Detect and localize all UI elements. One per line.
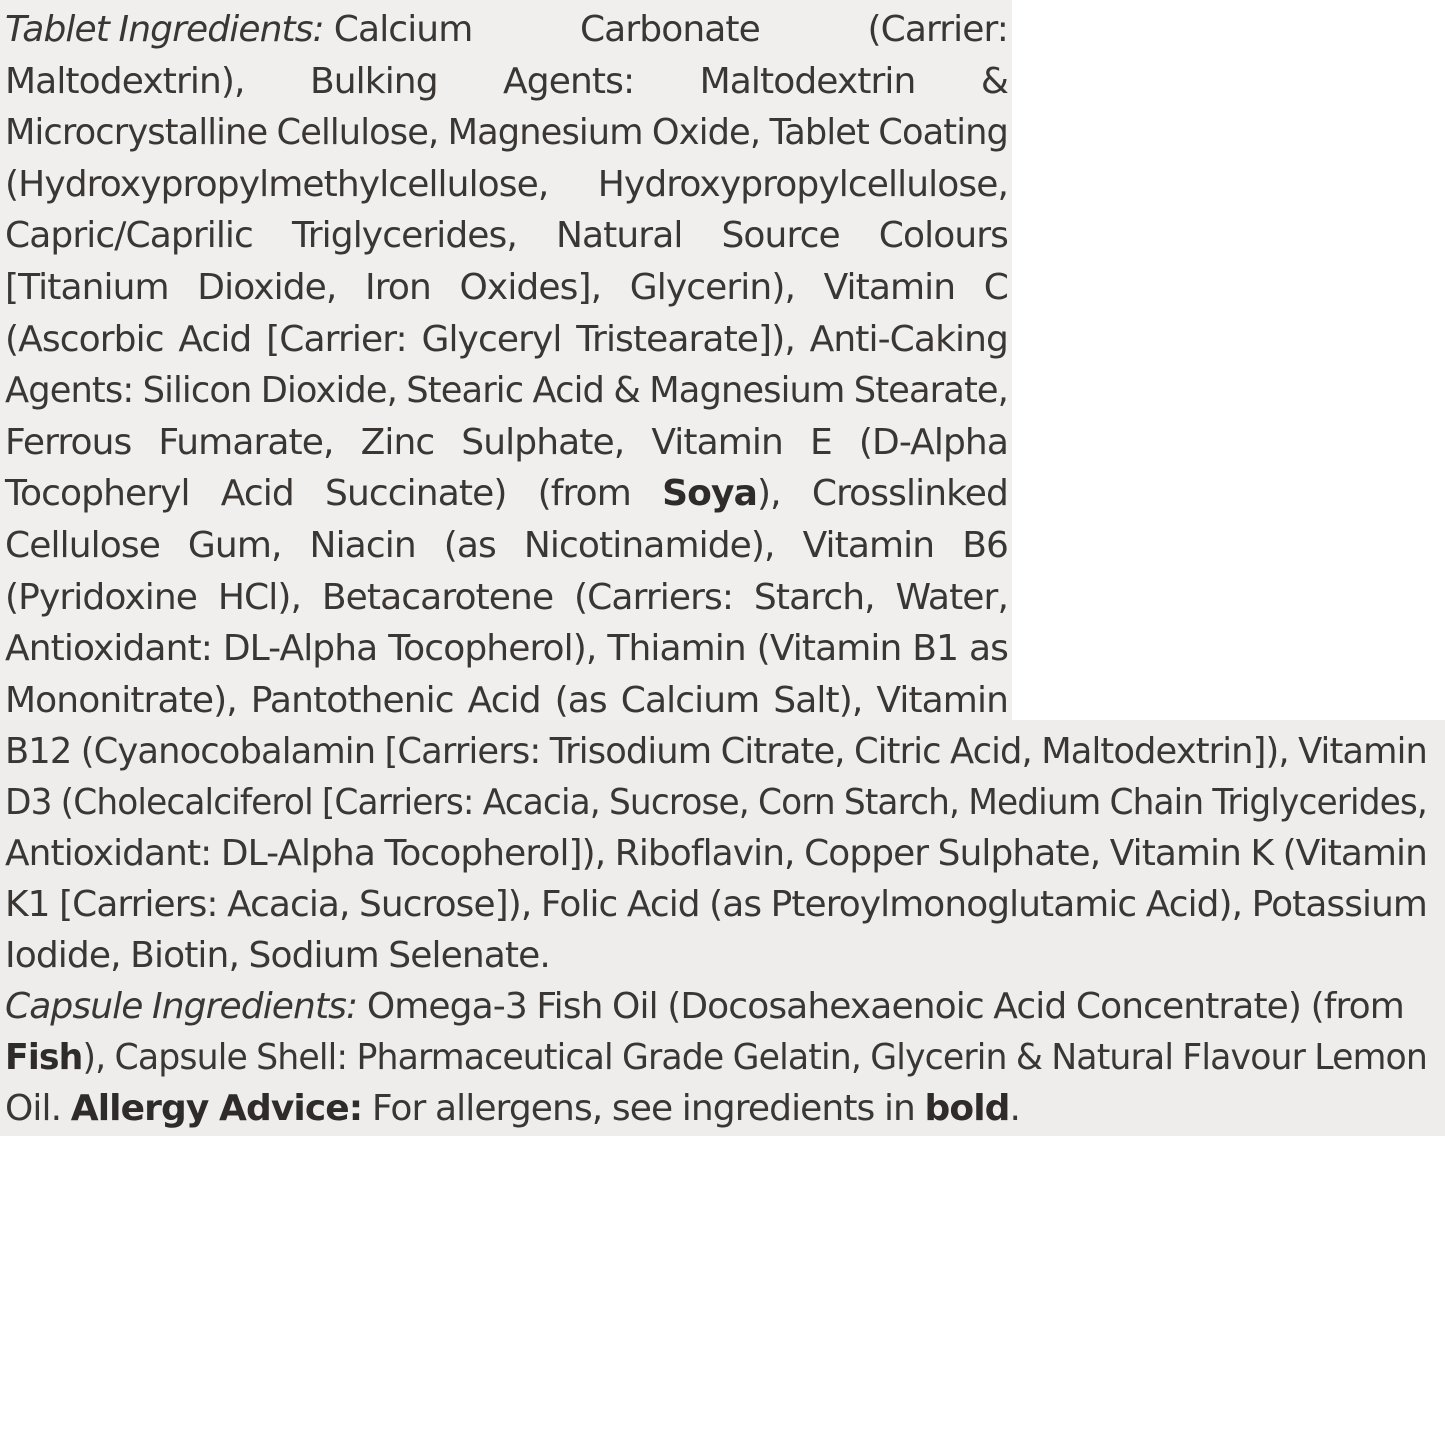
allergy-advice-label: Allergy Advice: bbox=[70, 1088, 363, 1129]
allergen-fish: Fish bbox=[5, 1037, 83, 1078]
ingredient-line-16: D3 (Cholecalciferol [Carriers: Acacia, Sucrose, Corn Starch, Medium Chain Triglycerides, bbox=[5, 782, 1427, 823]
ingredient-line-2: Maltodextrin), Bulking Agents: Maltodextrin & bbox=[5, 60, 1008, 102]
ingredient-line-13: Antioxidant: DL-Alpha Tocopherol), Thiamin (Vitamin B1 as bbox=[5, 628, 1008, 670]
ingredient-line-14: Mononitrate), Pantothenic Acid (as Calcium Salt), Vitamin bbox=[5, 679, 1008, 721]
tablet-ingredients-label: Tablet Ingredients: bbox=[5, 9, 324, 50]
ingredient-line-3: Microcrystalline Cellulose, Magnesium Oxide, Tablet Coating bbox=[5, 112, 1008, 154]
allergy-bold-word: bold bbox=[924, 1088, 1010, 1129]
capsule-line-2: Fish), Capsule Shell: Pharmaceutical Grade Gelatin, Glycerin & Natural Flavour Lemon bbox=[5, 1037, 1428, 1078]
ingredient-line-15: B12 (Cyanocobalamin [Carriers: Trisodium Citrate, Citric Acid, Maltodextrin]), Vitamin bbox=[5, 731, 1427, 772]
ingredient-line-soya: Tocopheryl Acid Succinate) (from Soya), Crosslinked bbox=[5, 473, 1008, 515]
ingredient-line-17: Antioxidant: DL-Alpha Tocopherol]), Riboflavin, Copper Sulphate, Vitamin K (Vitamin bbox=[5, 833, 1427, 874]
capsule-line-3: Oil. Allergy Advice: For allergens, see ingredients in bold. bbox=[5, 1088, 1021, 1129]
ingredient-line-1 bbox=[5, 4, 1008, 56]
ingredient-line-11: Cellulose Gum, Niacin (as Nicotinamide), Vitamin B6 bbox=[5, 524, 1008, 566]
ingredient-text: Calcium Carbonate (Carrier: bbox=[333, 9, 1008, 50]
ingredient-line-12: (Pyridoxine HCl), Betacarotene (Carriers: Starch, Water, bbox=[5, 576, 1008, 618]
ingredient-line-5: Capric/Caprilic Triglycerides, Natural Source Colours bbox=[5, 215, 1008, 257]
ingredient-line-6: [Titanium Dioxide, Iron Oxides], Glycerin), Vitamin C bbox=[5, 266, 1008, 308]
ingredient-line-8: Agents: Silicon Dioxide, Stearic Acid & Magnesium Stearate, bbox=[5, 370, 1008, 412]
ingredient-line-4: (Hydroxypropylmethylcellulose, Hydroxypropylcellulose, bbox=[5, 163, 1008, 205]
ingredient-line-18: K1 [Carriers: Acacia, Sucrose]), Folic Acid (as Pteroylmonoglutamic Acid), Potassium bbox=[5, 884, 1427, 925]
tablet-ingredients-block bbox=[5, 4, 1008, 726]
ingredient-line-19: Iodide, Biotin, Sodium Selenate. bbox=[5, 935, 550, 976]
ingredient-line-7: (Ascorbic Acid [Carrier: Glyceryl Tristearate]), Anti-Caking bbox=[5, 318, 1008, 360]
tablet-ingredients-continued-block bbox=[5, 726, 1427, 1134]
capsule-ingredients-label: Capsule Ingredients: bbox=[5, 986, 358, 1027]
allergen-soya: Soya bbox=[662, 473, 757, 515]
ingredient-line-9: Ferrous Fumarate, Zinc Sulphate, Vitamin E (D-Alpha bbox=[5, 421, 1008, 463]
capsule-line-1: Capsule Ingredients: Omega-3 Fish Oil (Docosahexaenoic Acid Concentrate) (from bbox=[5, 986, 1404, 1027]
